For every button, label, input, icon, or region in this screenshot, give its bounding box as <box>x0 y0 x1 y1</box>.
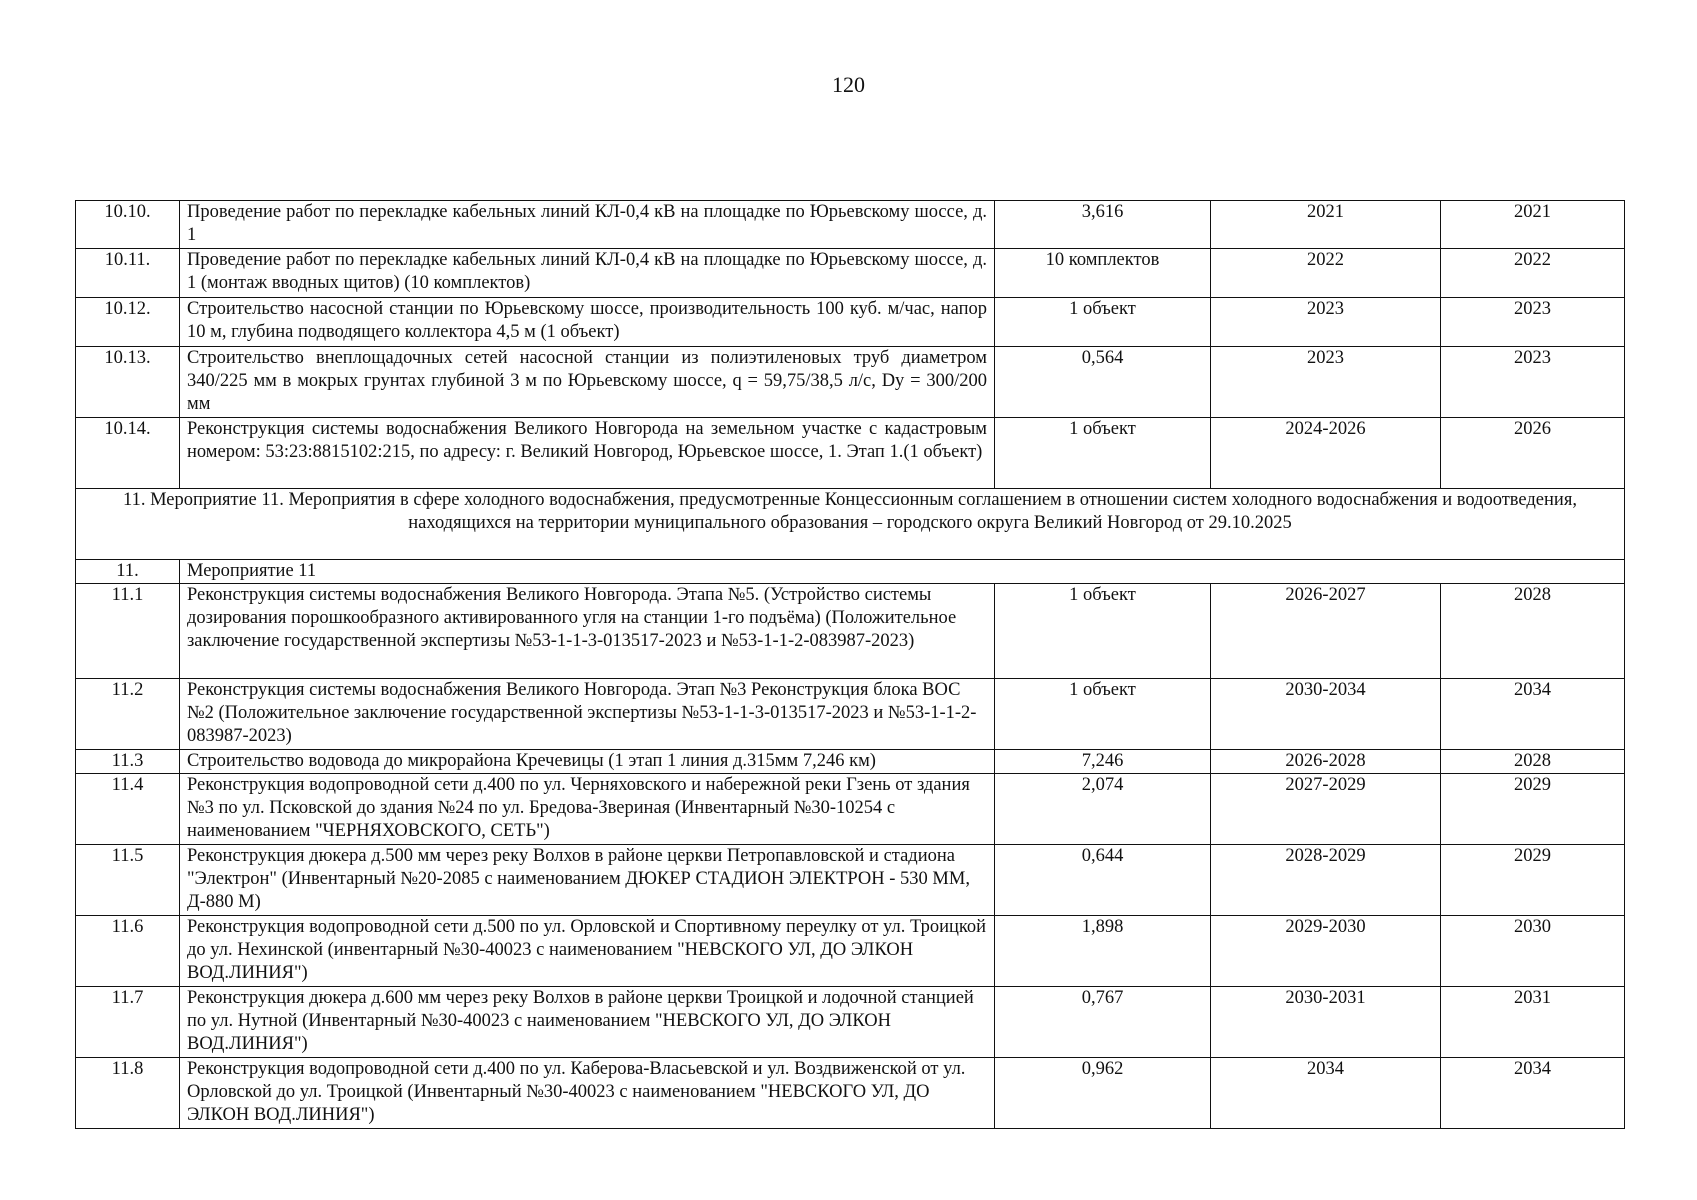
row-year: 2028 <box>1441 750 1625 774</box>
row-quantity: 1 объект <box>995 584 1211 679</box>
row-year: 2034 <box>1441 679 1625 750</box>
row-year: 2028 <box>1441 584 1625 679</box>
table-row <box>76 916 1625 987</box>
row-number: 11.8 <box>76 1058 180 1129</box>
row-year: 2034 <box>1441 1058 1625 1129</box>
row-quantity: 0,644 <box>995 845 1211 916</box>
table-row <box>76 750 1625 774</box>
row-number: 11.6 <box>76 916 180 987</box>
row-number: 10.10. <box>76 201 180 249</box>
row-period: 2034 <box>1211 1058 1441 1129</box>
row-description: Реконструкция системы водоснабжения Великого Новгорода. Этап №3 Реконструкция блока ВОС №2 (Положительное заключение государственной экспертизы №53-1-1-3-013517-2023 и №53-1-1-2-083987-2023) <box>180 679 995 750</box>
row-number: 11.2 <box>76 679 180 750</box>
row-period: 2027-2029 <box>1211 774 1441 845</box>
table-row <box>76 774 1625 845</box>
row-description: Реконструкция дюкера д.500 мм через реку Волхов в районе церкви Петропавловской и стадиона "Электрон" (Инвентарный №20-2085 с наименованием ДЮКЕР СТАДИОН ЭЛЕКТРОН - 530 ММ, Д-880 М) <box>180 845 995 916</box>
row-year: 2023 <box>1441 347 1625 418</box>
row-year: 2021 <box>1441 201 1625 249</box>
row-year: 2022 <box>1441 249 1625 298</box>
row-number: 10.14. <box>76 418 180 489</box>
row-quantity: 1,898 <box>995 916 1211 987</box>
row-number: 11. <box>76 560 180 584</box>
row-quantity: 7,246 <box>995 750 1211 774</box>
row-number: 10.11. <box>76 249 180 298</box>
row-number: 10.12. <box>76 298 180 347</box>
row-number: 11.5 <box>76 845 180 916</box>
row-description: Реконструкция водопроводной сети д.500 по ул. Орловской и Спортивному переулку от ул. Троицкой до ул. Нехинской (инвентарный №30-40023 с наименованием "НЕВСКОГО УЛ, ДО ЭЛКОН ВОД.ЛИНИЯ") <box>180 916 995 987</box>
row-period: 2029-2030 <box>1211 916 1441 987</box>
row-number: 11.4 <box>76 774 180 845</box>
event-row <box>76 560 1625 584</box>
row-quantity: 1 объект <box>995 298 1211 347</box>
row-quantity: 0,564 <box>995 347 1211 418</box>
row-description: Строительство водовода до микрорайона Кречевицы (1 этап 1 линия д.315мм 7,246 км) <box>180 750 995 774</box>
row-number: 11.7 <box>76 987 180 1058</box>
section-header: 11. Мероприятие 11. Мероприятия в сфере холодного водоснабжения, предусмотренные Концессионным соглашением в отношении систем холодного водоснабжения и водоотведения, находящихся на территории муниципального образования – городского округа Великий Новгород от 29.10.2025 <box>76 489 1625 560</box>
row-quantity: 1 объект <box>995 418 1211 489</box>
row-description: Строительство насосной станции по Юрьевскому шоссе, производительность 100 куб. м/час, напор 10 м, глубина подводящего коллектора 4,5 м (1 объект) <box>180 298 995 347</box>
row-quantity: 2,074 <box>995 774 1211 845</box>
row-quantity: 3,616 <box>995 201 1211 249</box>
table-row <box>76 584 1625 679</box>
row-quantity: 1 объект <box>995 679 1211 750</box>
row-period: 2023 <box>1211 347 1441 418</box>
row-period: 2030-2031 <box>1211 987 1441 1058</box>
row-description: Реконструкция водопроводной сети д.400 по ул. Черняховского и набережной реки Гзень от здания №3 по ул. Псковской до здания №24 по ул. Бредова-Звериная (Инвентарный №30-10254 с наименованием "ЧЕРНЯХОВСКОГО, СЕТЬ") <box>180 774 995 845</box>
row-period: 2022 <box>1211 249 1441 298</box>
row-description: Реконструкция дюкера д.600 мм через реку Волхов в районе церкви Троицкой и лодочной станцией по ул. Нутной (Инвентарный №30-40023 с наименованием "НЕВСКОГО УЛ, ДО ЭЛКОН ВОД.ЛИНИЯ") <box>180 987 995 1058</box>
row-description: Проведение работ по перекладке кабельных линий КЛ-0,4 кВ на площадке по Юрьевскому шоссе, д. 1 (монтаж вводных щитов) (10 комплектов) <box>180 249 995 298</box>
row-description: Строительство внеплощадочных сетей насосной станции из полиэтиленовых труб диаметром 340/225 мм в мокрых грунтах глубиной 3 м по Юрьевскому шоссе, q = 59,75/38,5 л/с, Dу = 300/200 мм <box>180 347 995 418</box>
row-period: 2021 <box>1211 201 1441 249</box>
row-year: 2029 <box>1441 845 1625 916</box>
section-header-row <box>76 489 1625 560</box>
table-row <box>76 201 1625 249</box>
row-description: Реконструкция системы водоснабжения Великого Новгорода. Этапа №5. (Устройство системы дозирования порошкообразного активированного угля на станции 1-го подъёма) (Положительное заключение государственной экспертизы №53-1-1-3-013517-2023 и №53-1-1-2-083987-2023) <box>180 584 995 679</box>
row-quantity: 10 комплектов <box>995 249 1211 298</box>
row-year: 2031 <box>1441 987 1625 1058</box>
row-year: 2026 <box>1441 418 1625 489</box>
row-number: 11.1 <box>76 584 180 679</box>
row-number: 10.13. <box>76 347 180 418</box>
event-title: Мероприятие 11 <box>180 560 1625 584</box>
row-number: 11.3 <box>76 750 180 774</box>
row-year: 2023 <box>1441 298 1625 347</box>
table-row <box>76 1058 1625 1129</box>
row-year: 2029 <box>1441 774 1625 845</box>
row-period: 2026-2027 <box>1211 584 1441 679</box>
table-row <box>76 249 1625 298</box>
row-period: 2026-2028 <box>1211 750 1441 774</box>
row-period: 2023 <box>1211 298 1441 347</box>
row-year: 2030 <box>1441 916 1625 987</box>
table-row <box>76 298 1625 347</box>
row-period: 2030-2034 <box>1211 679 1441 750</box>
table-row <box>76 679 1625 750</box>
page-number: 120 <box>832 72 865 97</box>
row-quantity: 0,767 <box>995 987 1211 1058</box>
table-row <box>76 845 1625 916</box>
row-description: Реконструкция системы водоснабжения Великого Новгорода на земельном участке с кадастровым номером: 53:23:8815102:215, по адресу: г. Великий Новгород, Юрьевское шоссе, 1. Этап 1.(1 объект) <box>180 418 995 489</box>
table-row <box>76 347 1625 418</box>
measures-table <box>75 200 1625 1129</box>
row-period: 2028-2029 <box>1211 845 1441 916</box>
row-quantity: 0,962 <box>995 1058 1211 1129</box>
table-row <box>76 987 1625 1058</box>
table-row <box>76 418 1625 489</box>
row-period: 2024-2026 <box>1211 418 1441 489</box>
row-description: Реконструкция водопроводной сети д.400 по ул. Каберова-Власьевской и ул. Воздвиженской от ул. Орловской до ул. Троицкой (Инвентарный №30-40023 с наименованием "НЕВСКОГО УЛ, ДО ЭЛКОН ВОД.ЛИНИЯ") <box>180 1058 995 1129</box>
row-description: Проведение работ по перекладке кабельных линий КЛ-0,4 кВ на площадке по Юрьевскому шоссе, д. 1 <box>180 201 995 249</box>
